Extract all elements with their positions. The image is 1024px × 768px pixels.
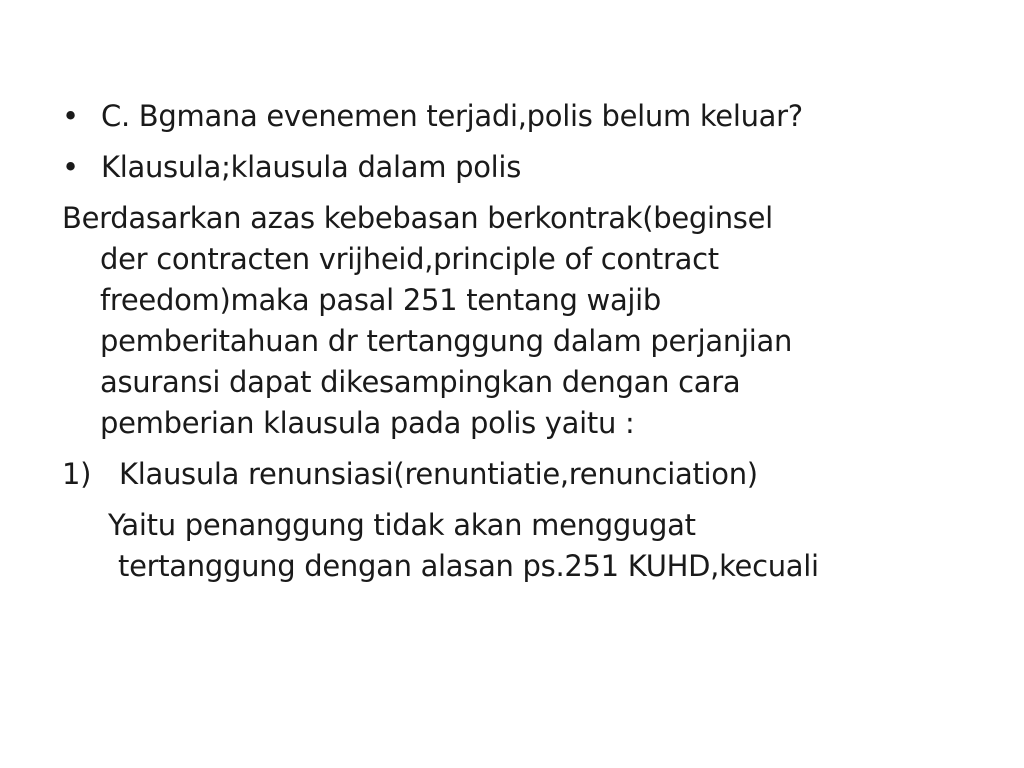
bullet-text: Klausula;klausula dalam polis <box>101 150 521 184</box>
numbered-item-text: Klausula renunsiasi(renuntiatie,renunciation) <box>119 457 758 491</box>
bullet-text: C. Bgmana evenemen terjadi,polis belum keluar? <box>101 99 803 133</box>
paragraph-line: asuransi dapat dikesampingkan dengan cara <box>100 365 741 399</box>
paragraph-line: der contracten vrijheid,principle of contract <box>100 242 719 276</box>
bullet-item <box>62 147 982 188</box>
bullet-icon: • <box>62 150 79 184</box>
paragraph-line: pemberitahuan dr tertanggung dalam perjanjian <box>100 324 793 358</box>
sub-paragraph-line: tertanggung dengan alasan ps.251 KUHD,kecuali <box>118 549 819 583</box>
bullet-item <box>62 96 982 137</box>
numbered-item <box>62 454 982 495</box>
sub-paragraph <box>108 505 982 587</box>
sub-paragraph-line: Yaitu penanggung tidak akan menggugat <box>108 508 696 542</box>
paragraph-line: pemberian klausula pada polis yaitu : <box>100 406 635 440</box>
bullet-icon: • <box>62 99 79 133</box>
paragraph-line: freedom)maka pasal 251 tentang wajib <box>100 283 662 317</box>
slide-content <box>62 96 982 587</box>
body-paragraph <box>62 198 982 444</box>
item-number: 1) <box>62 457 92 491</box>
paragraph-line: Berdasarkan azas kebebasan berkontrak(beginsel <box>62 201 773 235</box>
